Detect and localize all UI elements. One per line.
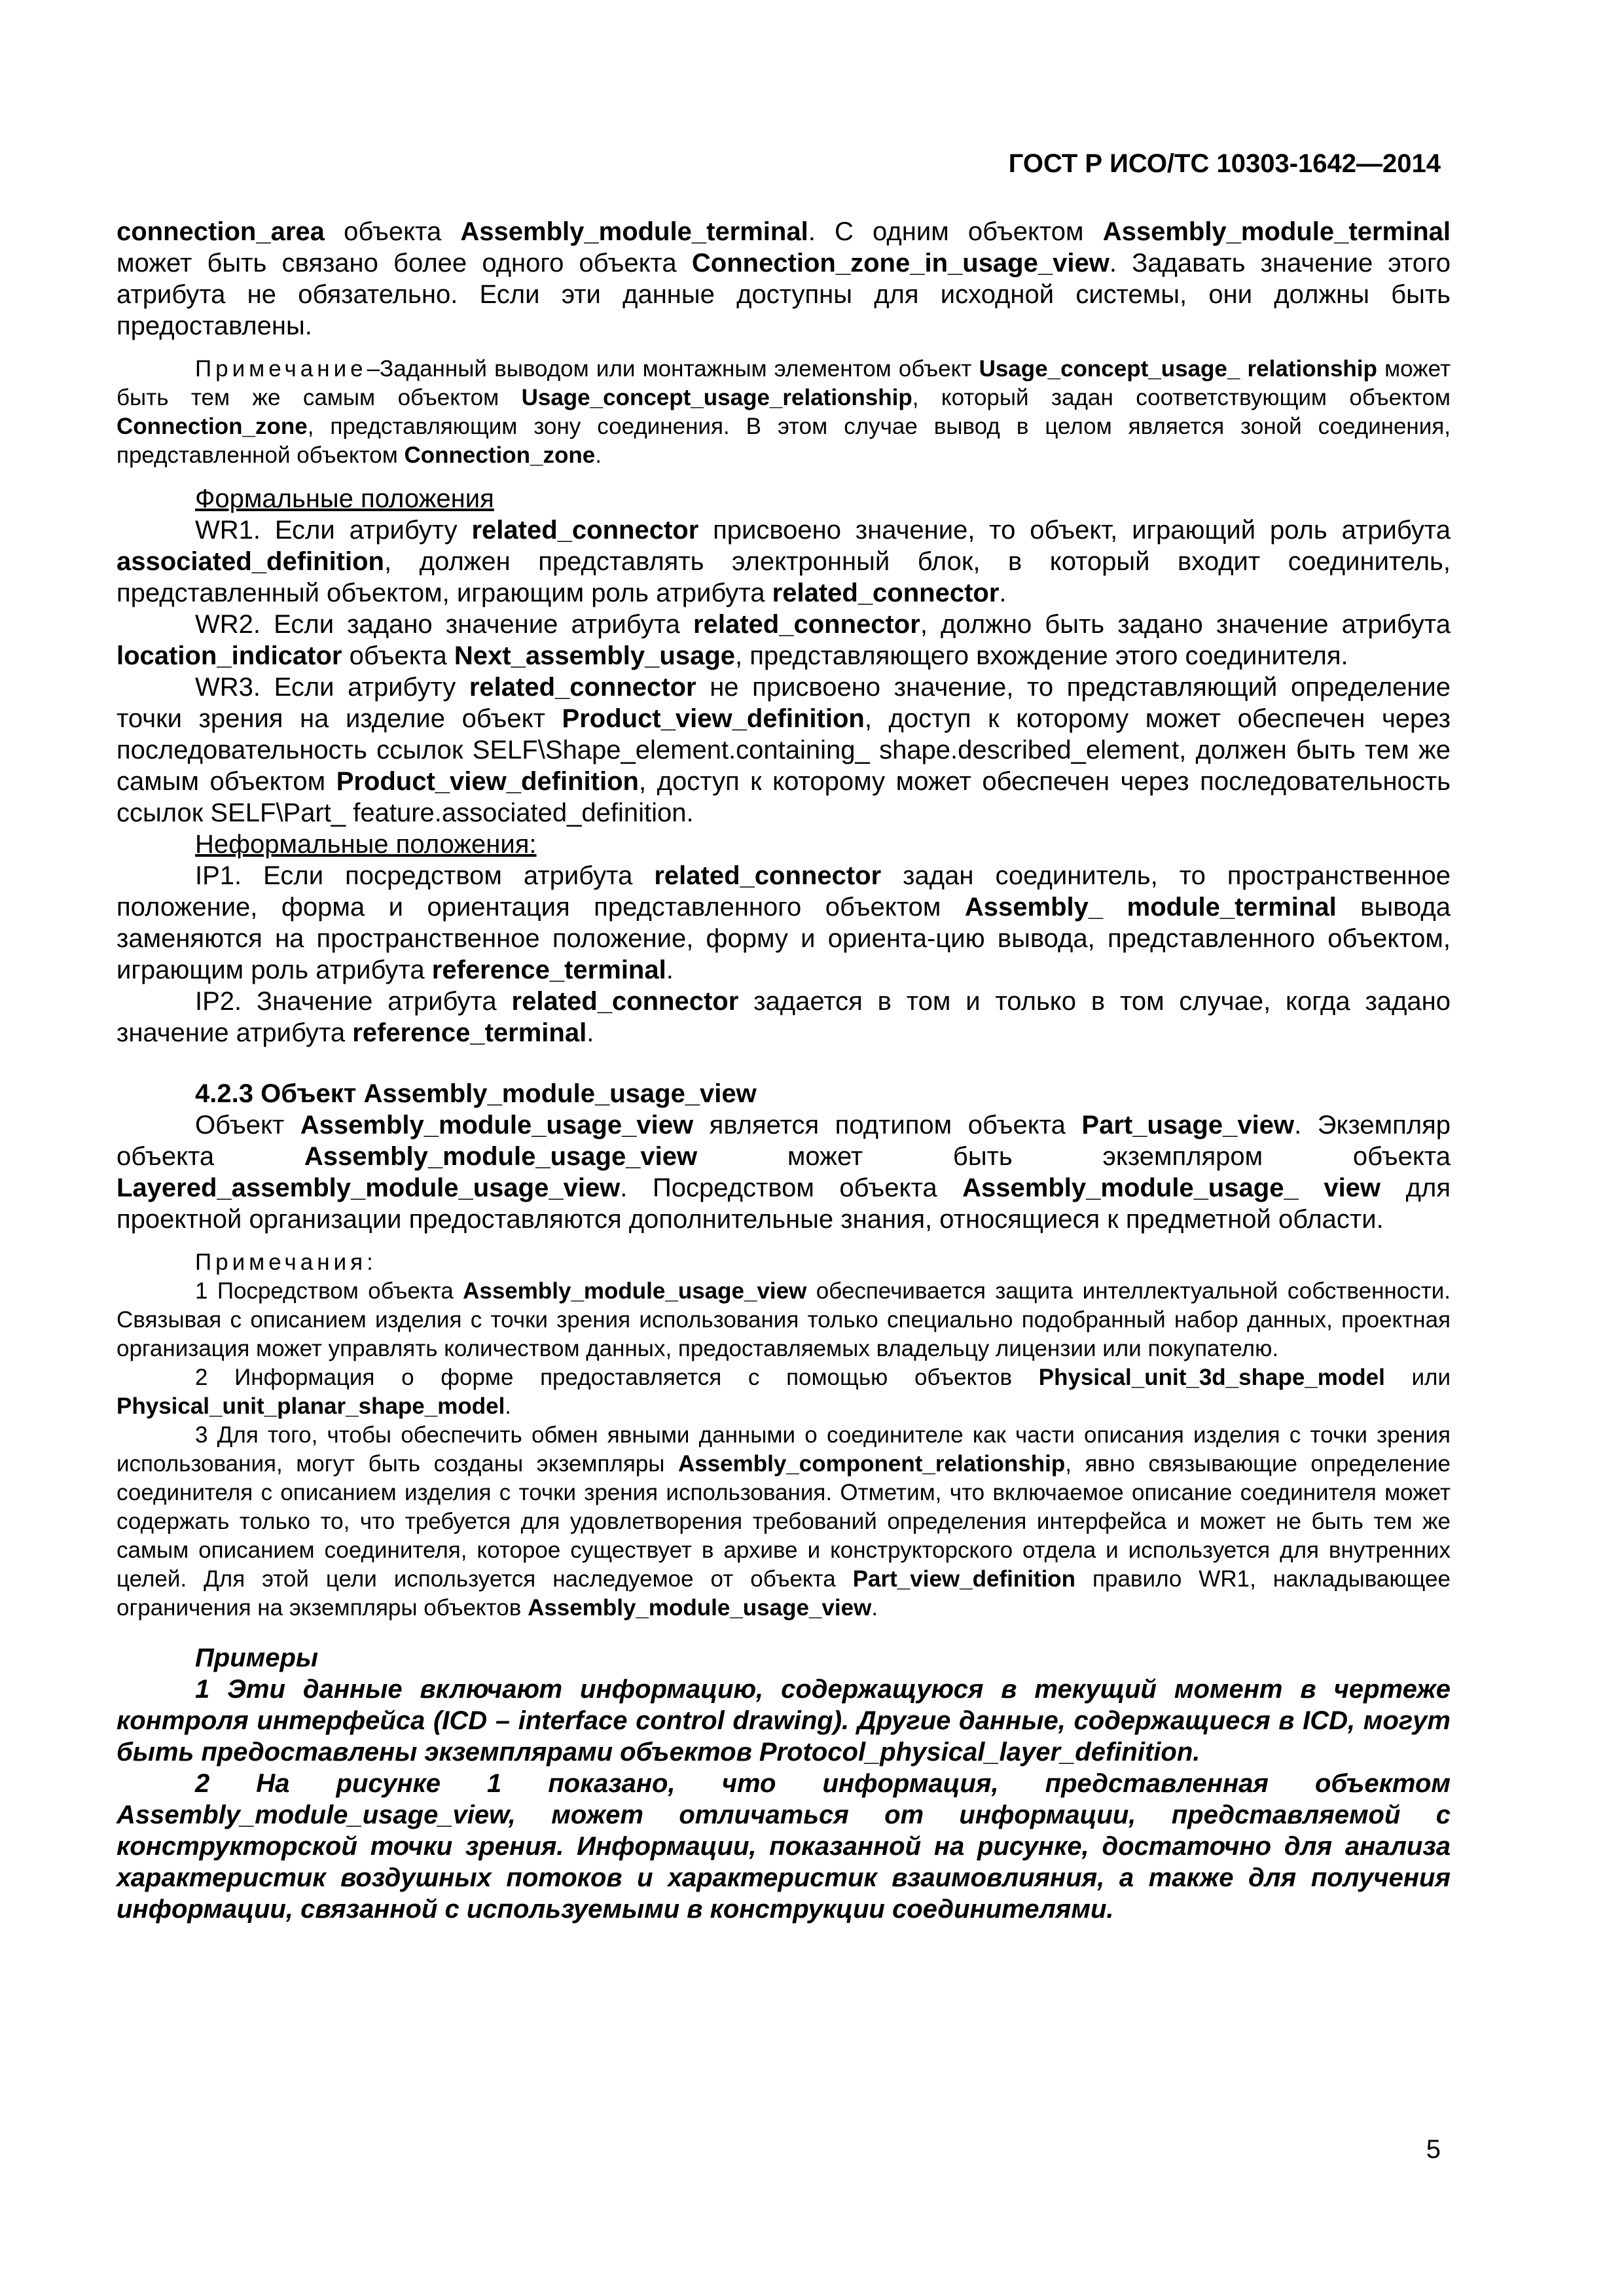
examples-heading: Примеры xyxy=(195,1643,319,1672)
note-paragraph xyxy=(117,355,1451,470)
label-text: Примечания: xyxy=(195,1249,377,1275)
term: reference_terminal xyxy=(431,956,666,984)
term: Product_view_definition xyxy=(562,704,865,733)
example-1-paragraph: 1 Эти данные включают информацию, содержащуюся в текущий момент в чертеже контроля интерфейса (ICD – interface control drawing). Другие данные, содержащиеся в ICD, могут быть предоставлены экземплярами объектов Protocol_physical_layer_definition. xyxy=(117,1675,1451,1767)
text: IP1. Если посредством атрибута xyxy=(195,861,655,890)
term: Next_assembly_usage xyxy=(454,641,736,670)
section-heading: 4.2.3 Объект Assembly_module_usage_view xyxy=(195,1079,757,1108)
text: для проектной организации предоставляются дополнительные знания, относящиеся к предметной области. xyxy=(117,1174,1451,1234)
text: . xyxy=(871,1595,878,1621)
text: . xyxy=(505,1393,512,1419)
term: Assembly_module_usage_view xyxy=(304,1142,698,1171)
text: , доступ к которому может обеспечен через последовательность ссылок SELF\Part_ feature.associated_definition. xyxy=(117,767,1451,827)
term: Assembly_module_terminal xyxy=(460,217,808,246)
text: . С одним объектом xyxy=(808,217,1103,246)
text: . xyxy=(666,956,674,984)
term: Assembly_module_usage_view xyxy=(463,1278,807,1304)
ip1-paragraph xyxy=(117,860,1451,986)
term: Usage_concept_usage_relationship xyxy=(521,385,912,410)
wr3-paragraph xyxy=(117,672,1451,829)
term: related_connector xyxy=(511,987,739,1016)
text: 3 Для того, чтобы обеспечить обмен явными данными о соединителе как части описания изделия с точки зрения использования, могут быть созданы экземпляры xyxy=(117,1422,1451,1477)
example-2-paragraph: 2 На рисунке 1 показано, что информация, представленная объектом Assembly_module_usage_view, может отличаться от информации, представляемой с конструкторской точки зрения. Информации, показанной на рисунке, достаточно для анализа характеристик воздушных потоков и характеристик взаимовлияния, а также для получения информации, связанной с используемыми в конструкции соединителями. xyxy=(117,1769,1451,1924)
term: Assembly_module_usage_view xyxy=(528,1595,872,1621)
notes-label xyxy=(117,1248,1451,1277)
term: related_connector xyxy=(693,610,920,639)
text: объекта xyxy=(324,217,461,246)
term: Physical_unit_planar_shape_model xyxy=(117,1393,505,1419)
text: 2 Информация о форме предоставляется с помощью объектов xyxy=(195,1365,1039,1390)
term: related_connector xyxy=(469,673,696,702)
text: , представляющим зону соединения. В этом случае вывод в целом является зоной соединения, представленной объектом xyxy=(117,414,1451,468)
text: . Задавать значение этого атрибута не обязательно. Если эти данные доступны для исходной системы, они должны быть предоставлены. xyxy=(117,249,1451,340)
term: location_indicator xyxy=(117,641,342,670)
text: , явно связывающие определение соединителя с описанием изделия с точки зрения использования. Отметим, что включаемое описание соединителя может содержать только то, что требуется для удовлетворения требований определения интерфейса и может не быть тем же самым описанием соединителя, которое существует в архиве и конструкторского отдела и используется для внутренних целей. Для этой цели используется наследуемое от объекта xyxy=(117,1451,1451,1592)
wr2-paragraph xyxy=(117,609,1451,672)
term: Assembly_component_relationship xyxy=(677,1451,1066,1477)
text: , должен представлять электронный блок, в который входит соединитель, представленный объектом, играющим роль атрибута xyxy=(117,547,1451,607)
text: не присвоено значение, то представляющий определение точки зрения на изделие объект xyxy=(117,673,1451,733)
page-number: 5 xyxy=(1426,2135,1441,2164)
page-content xyxy=(117,216,1451,1925)
text: WR2. Если задано значение атрибута xyxy=(195,610,694,639)
term: connection_area xyxy=(117,217,325,246)
text: , доступ к которому может обеспечен через последовательность ссылок SELF\Shape_element.containing_ shape.described_element, должен быть тем же самым объектом xyxy=(117,704,1451,796)
standard-header: ГОСТ Р ИСО/ТС 10303-1642—2014 xyxy=(1008,149,1441,178)
text: присвоено значение, то объект, играющий роль атрибута xyxy=(698,516,1451,545)
text: или xyxy=(1384,1365,1451,1390)
text: обеспечивается защита интеллектуальной собственности. Связывая с описанием изделия с точки зрения использования только специально подобранный набор данных, проектная организация может управлять количеством данных, предоставляемых владельцу лицензии или покупателю. xyxy=(117,1278,1451,1361)
text: . xyxy=(999,579,1007,607)
text: WR1. Если атрибуту xyxy=(195,516,472,545)
text: Объект xyxy=(195,1111,300,1139)
text: . xyxy=(595,442,602,468)
heading-text: Неформальные положения: xyxy=(195,830,537,859)
text: может быть связано более одного объекта xyxy=(117,249,692,278)
term: related_connector xyxy=(471,516,699,545)
term: Assembly_module_usage_ view xyxy=(962,1174,1381,1202)
text: может быть тем же самым объектом xyxy=(117,356,1451,410)
text: . xyxy=(586,1018,594,1047)
text: WR3. Если атрибуту xyxy=(195,673,469,702)
heading-text: Формальные положения xyxy=(195,484,494,513)
term: Assembly_module_terminal xyxy=(1102,217,1451,246)
text: правило WR1, накладывающее ограничения на экземпляры объектов xyxy=(117,1566,1451,1621)
term: Physical_unit_3d_shape_model xyxy=(1038,1365,1385,1390)
term: Usage_concept_usage_ relationship xyxy=(979,356,1377,382)
text: . Посредством объекта xyxy=(620,1174,963,1202)
note-1-paragraph xyxy=(117,1277,1451,1363)
term: Connection_zone_in_usage_view xyxy=(691,249,1110,278)
text: , должно быть задано значение атрибута xyxy=(920,610,1451,639)
text: . Экземпляр объекта xyxy=(117,1111,1451,1171)
term: Layered_assembly_module_usage_view xyxy=(117,1174,621,1202)
term: reference_terminal xyxy=(352,1018,587,1047)
note-2-paragraph xyxy=(117,1363,1451,1421)
term: Part_view_definition xyxy=(852,1566,1076,1592)
text: является подтипом объекта xyxy=(693,1111,1082,1139)
section-paragraph xyxy=(117,1109,1451,1235)
term: Assembly_module_usage_view xyxy=(300,1111,694,1139)
term: related_connector xyxy=(654,861,882,890)
text: 1 Посредством объекта xyxy=(195,1278,463,1304)
text: , представляющего вхождение этого соединителя. xyxy=(735,641,1348,670)
text: –Заданный выводом или монтажным элементом объект xyxy=(367,356,979,382)
text: IP2. Значение атрибута xyxy=(195,987,512,1016)
informal-provisions-heading xyxy=(117,829,1451,860)
text: задан соединитель, то пространственное положение, форма и ориентация представленного объектом xyxy=(117,861,1451,922)
text: , который задан соответствующим объектом xyxy=(912,385,1451,410)
text: объекта xyxy=(342,641,454,670)
intro-paragraph xyxy=(117,216,1451,342)
formal-provisions-heading xyxy=(117,483,1451,514)
term: associated_definition xyxy=(117,547,384,576)
text: может быть экземпляром объекта xyxy=(697,1142,1451,1171)
term: Assembly_ module_terminal xyxy=(964,893,1337,922)
term: Product_view_definition xyxy=(336,767,639,796)
wr1-paragraph xyxy=(117,514,1451,609)
text: задается в том и только в том случае, когда задано значение атрибута xyxy=(117,987,1451,1047)
term: Part_usage_view xyxy=(1081,1111,1295,1139)
note-label: Примечание xyxy=(195,356,367,382)
term: related_connector xyxy=(772,579,1000,607)
term: Connection_zone xyxy=(404,442,596,468)
term: Connection_zone xyxy=(117,414,308,439)
note-3-paragraph xyxy=(117,1421,1451,1623)
text: вывода заменяются на пространственное положение, форму и ориента-цию вывода, представленного объектом, играющим роль атрибута xyxy=(117,893,1451,984)
ip2-paragraph xyxy=(117,986,1451,1049)
